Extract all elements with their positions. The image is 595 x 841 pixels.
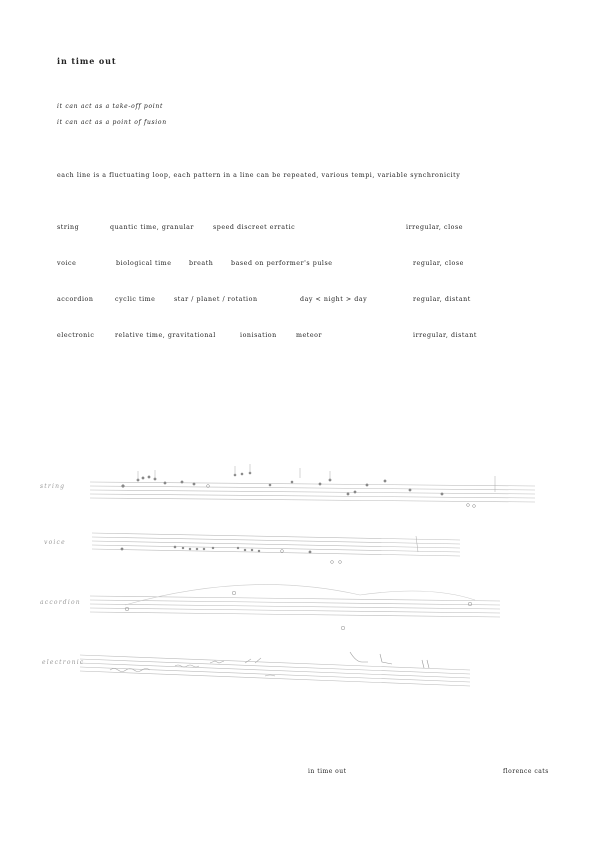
row-accordion-process: star / planet / rotation: [174, 296, 258, 303]
row-string-instrument: string: [57, 224, 80, 231]
string-staff: [90, 482, 535, 502]
row-voice-time: biological time: [116, 260, 172, 267]
sketch-label-electronic: electronic: [42, 659, 85, 666]
row-voice-quality: regular, close: [413, 260, 464, 267]
sketch-label-voice: voice: [44, 539, 66, 546]
line-1: it can act as a take-off point: [57, 103, 164, 110]
row-voice-process: breath: [189, 260, 214, 267]
row-string-process: speed discreet erratic: [213, 224, 296, 231]
row-electronic-instrument: electronic: [57, 332, 95, 339]
row-electronic-cycle: meteor: [296, 332, 323, 339]
voice-staff: [92, 533, 460, 556]
row-accordion-time: cyclic time: [115, 296, 156, 303]
row-string-quality: irregular, close: [406, 224, 464, 231]
row-electronic-process: ionisation: [240, 332, 277, 339]
row-accordion-instrument: accordion: [57, 296, 94, 303]
row-electronic-quality: irregular, distant: [413, 332, 477, 339]
footer-author: florence cats: [503, 768, 549, 775]
sketch-label-accordion: accordion: [40, 599, 81, 606]
score-sketch: [30, 420, 550, 695]
row-voice-instrument: voice: [57, 260, 77, 267]
description: each line is a fluctuating loop, each pattern in a line can be repeated, various tempi, variable synchronicity: [57, 172, 461, 179]
electronic-staff: [80, 652, 470, 686]
footer-title: in time out: [308, 768, 347, 775]
row-string-time: quantic time, granular: [110, 224, 194, 231]
row-electronic-time: relative time, gravitational: [115, 332, 216, 339]
accordion-staff: [90, 585, 500, 617]
line-2: it can act as a point of fusion: [57, 119, 167, 126]
row-accordion-cycle: day < night > day: [300, 296, 368, 303]
page-title: in time out: [57, 56, 117, 66]
row-accordion-quality: regular, distant: [413, 296, 471, 303]
row-voice-cycle: based on performer's pulse: [231, 260, 333, 267]
sketch-label-string: string: [40, 483, 66, 490]
